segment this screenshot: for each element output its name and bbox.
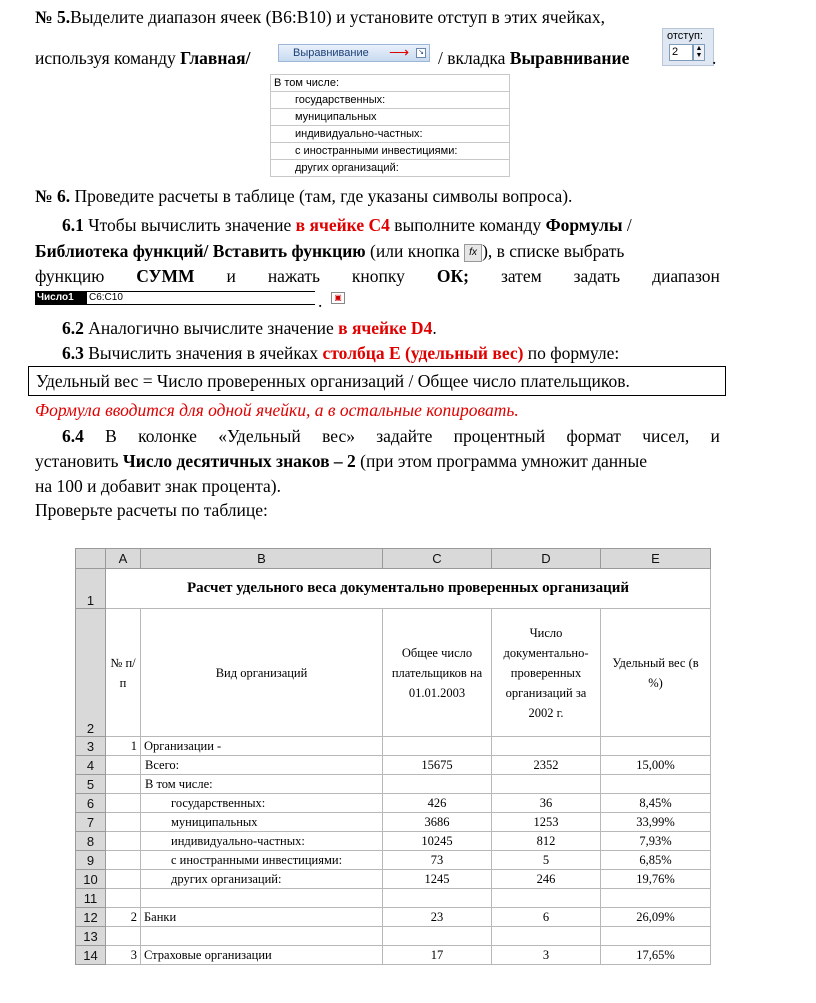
cell-b[interactable]: с иностранными инвестициями: — [141, 851, 383, 870]
indent-value-field[interactable]: 2 — [669, 44, 693, 61]
indent-label: отступ: — [667, 30, 703, 42]
s61-slash: / — [622, 215, 632, 235]
row-header[interactable]: 4 — [76, 756, 106, 775]
table-row — [76, 832, 711, 851]
word: диапазон — [652, 266, 720, 286]
column-header-e[interactable]: E — [601, 549, 711, 569]
cell-d[interactable]: 1253 — [492, 813, 601, 832]
cell-b[interactable] — [141, 927, 383, 946]
task6-intro-text: Проведите расчеты в таблице (там, где указаны символы вопроса). — [70, 186, 573, 206]
formula-box: Удельный вес = Число проверенных организаций / Общее число плательщиков. — [28, 366, 726, 396]
table-row — [76, 813, 711, 832]
select-all-corner[interactable] — [76, 549, 106, 569]
row-header[interactable]: 10 — [76, 870, 106, 889]
spreadsheet — [75, 548, 711, 965]
cell-d[interactable]: 36 — [492, 794, 601, 813]
task5-line1 — [35, 6, 720, 28]
row-header[interactable]: 8 — [76, 832, 106, 851]
cell-e[interactable]: 17,65% — [601, 946, 711, 965]
column-header-c[interactable]: C — [383, 549, 492, 569]
s64-line3: на 100 и добавит знак процента). — [35, 476, 281, 496]
cell-c[interactable] — [383, 889, 492, 908]
task5-end-dot: . — [712, 48, 717, 68]
cell-b[interactable]: Банки — [141, 908, 383, 927]
cell-e[interactable] — [601, 737, 711, 756]
cell-e[interactable]: 6,85% — [601, 851, 711, 870]
table-row — [76, 737, 711, 756]
column-header-b[interactable]: B — [141, 549, 383, 569]
example-row: государственных: — [271, 92, 510, 109]
ribbon-alignment-label: Выравнивание — [293, 47, 369, 59]
s61-line1 — [62, 214, 720, 236]
table-row — [76, 756, 711, 775]
column-header-d[interactable]: D — [492, 549, 601, 569]
task5-line2 — [35, 47, 251, 69]
s61-text-c: (или кнопка — [365, 241, 465, 261]
task5-text2-mid: / вкладка — [438, 48, 510, 68]
s64-line1 — [62, 425, 720, 447]
word: вес» — [322, 426, 355, 446]
s62-end: . — [432, 318, 437, 338]
example-row: с иностранными инвестициями: — [271, 143, 510, 160]
cell-c[interactable]: 426 — [383, 794, 492, 813]
cell-b[interactable]: Всего: — [141, 756, 383, 775]
table-row — [76, 889, 711, 908]
cell-e[interactable]: 19,76% — [601, 870, 711, 889]
task5-text2-pre: используя команду — [35, 48, 181, 68]
s64-number: 6.4 — [62, 426, 84, 446]
row-header[interactable]: 14 — [76, 946, 106, 965]
s62-text: Аналогично вычислите значение — [83, 318, 339, 338]
cmd-alignment: Выравнивание — [509, 48, 630, 68]
copy-note-text: Формула вводится для одной ячейки, а в остальные копировать. — [35, 400, 519, 420]
table-row — [76, 870, 711, 889]
cell-a[interactable]: 3 — [106, 946, 141, 965]
s61-line3 — [35, 265, 720, 287]
ok-text: ОК; — [436, 266, 469, 286]
cmd-home: Главная/ — [180, 48, 251, 68]
cell-b[interactable]: Страховые организации — [141, 946, 383, 965]
word: и — [710, 426, 720, 446]
word: задать — [573, 266, 621, 286]
cell-a[interactable]: 2 — [106, 908, 141, 927]
example-row: других организаций: — [271, 160, 510, 177]
word: затем — [500, 266, 542, 286]
s61-text-a: Чтобы вычислить значение — [83, 215, 296, 235]
cell-c[interactable]: 17 — [383, 946, 492, 965]
sheet-body — [76, 737, 711, 965]
cell-a[interactable] — [106, 775, 141, 794]
collapse-dialog-icon[interactable]: ▣ — [331, 292, 345, 304]
cell-e[interactable] — [601, 927, 711, 946]
cell-d[interactable]: 2352 — [492, 756, 601, 775]
word: В — [105, 426, 117, 446]
s63-column-ref: столбца Е (удельный вес) — [322, 343, 524, 363]
column-header-a[interactable]: A — [106, 549, 141, 569]
s64-text-a: установить — [35, 451, 123, 471]
s62-line — [62, 317, 437, 339]
cell-e[interactable]: 8,45% — [601, 794, 711, 813]
cell-e[interactable]: 7,93% — [601, 832, 711, 851]
cell-b[interactable]: муниципальных — [141, 813, 383, 832]
cell-e[interactable] — [601, 889, 711, 908]
cell-d[interactable] — [492, 737, 601, 756]
word: формат — [566, 426, 621, 446]
cell-d[interactable]: 5 — [492, 851, 601, 870]
table-row — [76, 908, 711, 927]
column-heading-row — [76, 609, 711, 737]
row-header[interactable]: 2 — [76, 609, 106, 737]
cell-a[interactable] — [106, 832, 141, 851]
word: кнопку — [351, 266, 405, 286]
s61-text-b: выполните команду — [389, 215, 546, 235]
row-header[interactable]: 3 — [76, 737, 106, 756]
check-line: Проверьте расчеты по таблице: — [35, 500, 268, 520]
s63-text-a: Вычислить значения в ячейках — [83, 343, 323, 363]
cell-b[interactable]: Организации - — [141, 737, 383, 756]
cell-e[interactable]: 15,00% — [601, 756, 711, 775]
cell-e[interactable] — [601, 775, 711, 794]
s62-cell-ref: в ячейке D4 — [338, 318, 433, 338]
heading-number[interactable]: № п/п — [106, 609, 141, 737]
word: «Удельный — [218, 426, 301, 446]
s61-number: 6.1 — [62, 215, 84, 235]
cell-a[interactable] — [106, 794, 141, 813]
table-row — [76, 946, 711, 965]
cell-a[interactable] — [106, 870, 141, 889]
cell-b[interactable]: государственных: — [141, 794, 383, 813]
number1-input[interactable]: C6:C10 — [87, 292, 329, 304]
cell-c[interactable]: 3686 — [383, 813, 492, 832]
s61-cmd-formulas: Формулы — [545, 215, 623, 235]
cell-c[interactable] — [383, 927, 492, 946]
heading-total-payers[interactable]: Общее число плательщиков на 01.01.2003 — [383, 609, 492, 737]
task5-number: № 5. — [35, 7, 71, 27]
table-row — [76, 775, 711, 794]
row-header[interactable]: 9 — [76, 851, 106, 870]
row-header[interactable]: 1 — [76, 569, 106, 609]
cell-d[interactable]: 812 — [492, 832, 601, 851]
cell-e[interactable]: 26,09% — [601, 908, 711, 927]
heading-checked-orgs[interactable]: Число документально-проверенных организаций за 2002 г. — [492, 609, 601, 737]
s61-line2 — [35, 240, 720, 262]
red-arrow-icon: ⟶ — [389, 44, 410, 60]
example-row: индивидуально-частных: — [271, 126, 510, 143]
s63-number: 6.3 — [62, 343, 84, 363]
example-row: В том числе: — [271, 75, 510, 92]
cell-d[interactable]: 246 — [492, 870, 601, 889]
cell-c[interactable]: 10245 — [383, 832, 492, 851]
s64-line2 — [35, 450, 647, 472]
function-argument-widget — [35, 291, 342, 305]
cell-d[interactable]: 3 — [492, 946, 601, 965]
cell-c[interactable]: 15675 — [383, 756, 492, 775]
word: функцию — [35, 266, 105, 286]
cell-a[interactable] — [106, 851, 141, 870]
word: нажать — [267, 266, 320, 286]
task6-number: № 6. — [35, 186, 71, 206]
word: процентный — [453, 426, 546, 446]
cell-b[interactable]: В том числе: — [141, 775, 383, 794]
row-header[interactable]: 7 — [76, 813, 106, 832]
cell-b[interactable] — [141, 889, 383, 908]
heading-share[interactable]: Удельный вес (в %) — [601, 609, 711, 737]
cell-d[interactable]: 6 — [492, 908, 601, 927]
spin-arrows-icon[interactable]: ▲ ▼ — [693, 44, 705, 61]
table-row — [76, 927, 711, 946]
row-header[interactable]: 13 — [76, 927, 106, 946]
task6-intro — [35, 185, 572, 207]
row-header[interactable]: 6 — [76, 794, 106, 813]
cell-c[interactable] — [383, 737, 492, 756]
cell-a[interactable] — [106, 889, 141, 908]
sheet-title[interactable]: Расчет удельного веса документально проверенных организаций — [106, 569, 711, 609]
table-row — [76, 851, 711, 870]
s64-decimals: Число десятичных знаков – 2 — [122, 451, 356, 471]
dialog-launcher-icon[interactable]: ↘ — [416, 48, 426, 58]
row-header[interactable]: 11 — [76, 889, 106, 908]
cell-c[interactable]: 1245 — [383, 870, 492, 889]
insert-function-icon[interactable]: fx — [464, 244, 482, 262]
cell-a[interactable] — [106, 927, 141, 946]
table-row — [76, 794, 711, 813]
number1-label: Число1 — [37, 292, 74, 303]
s63-line — [62, 342, 619, 364]
s61-cell-ref: в ячейке С4 — [295, 215, 390, 235]
s63-text-b: по формуле: — [523, 343, 620, 363]
heading-org-type[interactable]: Вид организаций — [141, 609, 383, 737]
title-row — [76, 569, 711, 609]
copy-note — [35, 399, 519, 421]
cell-b[interactable]: других организаций: — [141, 870, 383, 889]
s62-number: 6.2 — [62, 318, 84, 338]
s61-cmd-library: Библиотека функций/ Вставить функцию — [35, 241, 366, 261]
cell-c[interactable] — [383, 775, 492, 794]
cell-a[interactable] — [106, 813, 141, 832]
cell-d[interactable] — [492, 775, 601, 794]
cell-c[interactable]: 23 — [383, 908, 492, 927]
cell-a[interactable]: 1 — [106, 737, 141, 756]
word: чисел, — [642, 426, 690, 446]
example-row: муниципальных — [271, 109, 510, 126]
word: колонке — [138, 426, 197, 446]
indent-example-table — [270, 74, 510, 177]
func-sum: СУММ — [136, 266, 195, 286]
word: задайте — [376, 426, 433, 446]
cell-d[interactable] — [492, 889, 601, 908]
indent-spinner-widget — [662, 28, 714, 66]
s61-text-d: ), в списке выбрать — [482, 241, 625, 261]
s64-text-c: (при этом программа умножит данные — [355, 451, 648, 471]
cell-b[interactable]: индивидуально-частных: — [141, 832, 383, 851]
cell-a[interactable] — [106, 756, 141, 775]
alignment-ribbon-group-button[interactable] — [278, 44, 430, 62]
task5-line2-tail — [438, 47, 629, 69]
cell-d[interactable] — [492, 927, 601, 946]
task5-text1: Выделите диапазон ячеек (B6:B10) и установите отступ в этих ячейках, — [70, 7, 605, 27]
cell-c[interactable]: 73 — [383, 851, 492, 870]
s61-dot: . — [318, 291, 323, 311]
row-header[interactable]: 5 — [76, 775, 106, 794]
row-header[interactable]: 12 — [76, 908, 106, 927]
cell-e[interactable]: 33,99% — [601, 813, 711, 832]
column-header-row — [76, 549, 711, 569]
word: и — [226, 266, 236, 286]
